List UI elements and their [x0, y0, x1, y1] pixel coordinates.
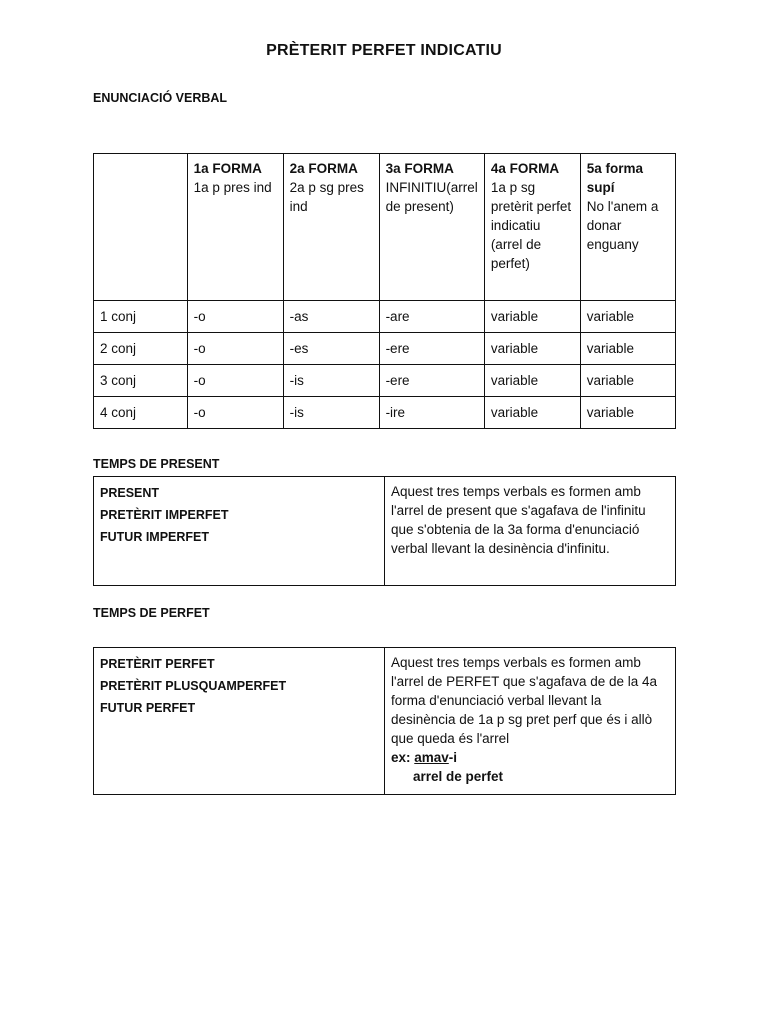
- table-cell: -o: [187, 365, 283, 397]
- header-sublabel: INFINITIU(arrel de present): [385, 180, 478, 214]
- table-cell: -o: [187, 301, 283, 333]
- table-cell: 4 conj: [94, 397, 188, 429]
- tense-label: PRESENT: [100, 486, 160, 500]
- tense-label: FUTUR IMPERFET: [100, 530, 210, 544]
- table-cell: -o: [187, 397, 283, 429]
- header-sublabel: 1a p pres ind: [193, 180, 272, 195]
- header-cell: [187, 154, 283, 301]
- table-cell: variable: [580, 301, 675, 333]
- header-cell: [94, 154, 188, 301]
- table-cell: variable: [580, 333, 675, 365]
- explanation-cell: [385, 477, 676, 586]
- table-row: [94, 365, 676, 397]
- table-row: [94, 301, 676, 333]
- header-sublabel: 2a p sg pres ind: [289, 180, 364, 214]
- tense-label: PRETÈRIT PERFET: [100, 657, 215, 671]
- header-label: 5a forma supí: [586, 161, 644, 195]
- section-heading-perfet: TEMPS DE PERFET: [93, 606, 210, 620]
- table-row: [94, 648, 676, 795]
- tense-list-cell: [94, 648, 385, 795]
- table-header-row: [94, 154, 676, 301]
- header-sublabel: 1a p sg pretèrit perfet indicatiu (arrel de perfet): [490, 180, 572, 271]
- table-cell: -are: [379, 301, 484, 333]
- table-row: [94, 477, 676, 586]
- table-cell: variable: [484, 397, 580, 429]
- explanation-cell: [385, 648, 676, 795]
- table-cell: -is: [283, 397, 379, 429]
- tense-list-cell: [94, 477, 385, 586]
- header-sublabel: No l'anem a donar enguany: [586, 199, 659, 252]
- section-heading-enunciacio: ENUNCIACIÓ VERBAL: [93, 91, 228, 105]
- table-cell: -o: [187, 333, 283, 365]
- header-label: 4a FORMA: [490, 161, 560, 176]
- table-cell: variable: [580, 397, 675, 429]
- table-cell: 3 conj: [94, 365, 188, 397]
- enunciation-table: [93, 153, 676, 429]
- example-ending: -i: [448, 750, 458, 765]
- header-label: 2a FORMA: [289, 161, 358, 176]
- table-cell: -is: [283, 365, 379, 397]
- table-cell: -ere: [379, 365, 484, 397]
- table-cell: -as: [283, 301, 379, 333]
- table-cell: 1 conj: [94, 301, 188, 333]
- table-row: [94, 333, 676, 365]
- section-heading-present: TEMPS DE PRESENT: [93, 457, 220, 471]
- table-cell: -es: [283, 333, 379, 365]
- explanation-text: Aquest tres temps verbals es formen amb l'arrel de PERFET que s'agafava de de la 4a forma d'enunciació verbal llevant la desinència de 1a p sg pret perf que és i allò que queda és l'arrel: [391, 655, 658, 746]
- header-cell: [580, 154, 675, 301]
- table-cell: variable: [580, 365, 675, 397]
- example-line: [391, 748, 669, 767]
- example-note: arrel de perfet: [413, 769, 504, 784]
- explanation-text: Aquest tres temps verbals es formen amb l'arrel de present que s'agafava de l'infinitu que s'obtenia de la 3a forma d'enunciació verbal llevant la desinència d'infinitu.: [391, 484, 646, 556]
- table-cell: -ire: [379, 397, 484, 429]
- table-cell: 2 conj: [94, 333, 188, 365]
- table-row: [94, 397, 676, 429]
- header-label: 1a FORMA: [193, 161, 262, 176]
- perfet-tenses-table: [93, 647, 676, 795]
- tense-label: FUTUR PERFET: [100, 701, 196, 715]
- table-cell: variable: [484, 333, 580, 365]
- table-cell: variable: [484, 301, 580, 333]
- header-cell: [484, 154, 580, 301]
- header-cell: [283, 154, 379, 301]
- tense-label: PRETÈRIT IMPERFET: [100, 508, 229, 522]
- table-cell: variable: [484, 365, 580, 397]
- example-stem: amav: [414, 750, 449, 765]
- present-tenses-table: [93, 476, 676, 586]
- tense-label: PRETÈRIT PLUSQUAMPERFET: [100, 679, 287, 693]
- example-prefix: ex:: [391, 750, 415, 765]
- page-title: PRÈTERIT PERFET INDICATIU: [266, 42, 502, 59]
- table-cell: -ere: [379, 333, 484, 365]
- header-label: 3a FORMA: [385, 161, 454, 176]
- header-cell: [379, 154, 484, 301]
